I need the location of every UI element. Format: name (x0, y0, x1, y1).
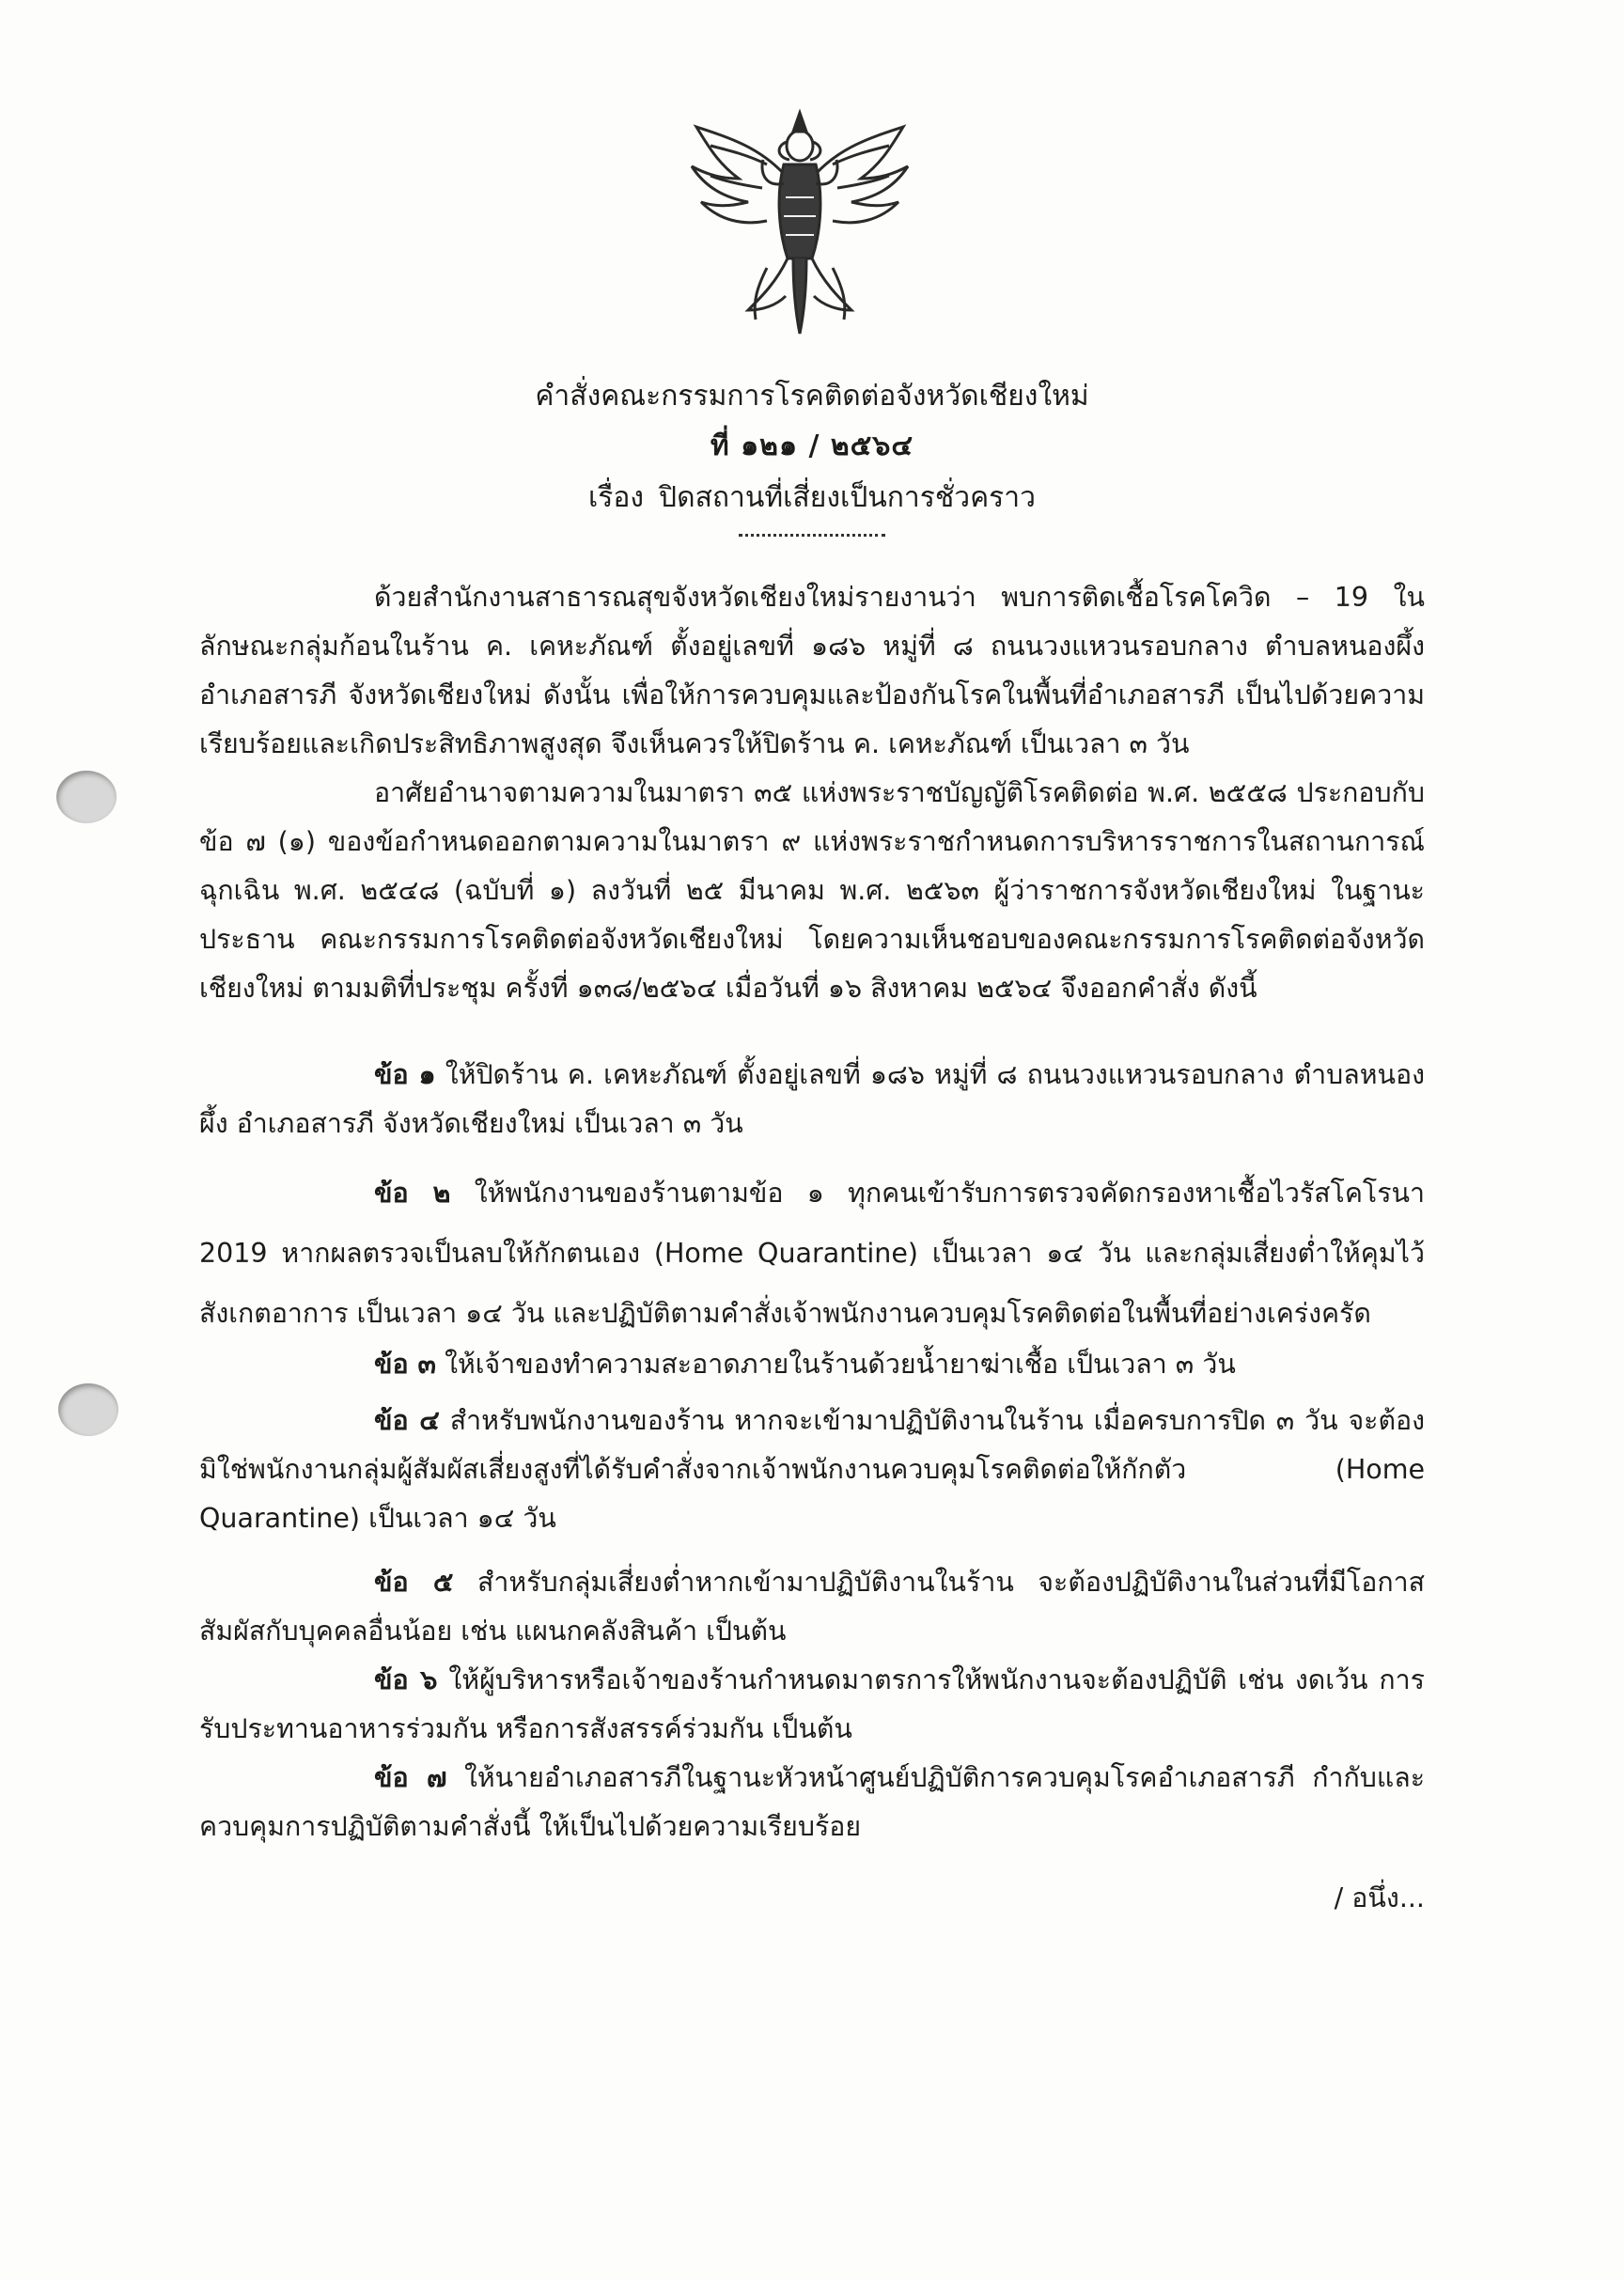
continued-marker: / อนึ่ง... (1334, 1882, 1425, 1913)
clause-label: ข้อ ๔ (374, 1405, 440, 1436)
paragraph-authority (199, 769, 1425, 1013)
order-title: คำสั่งคณะกรรมการโรคติดต่อจังหวัดเชียงใหม่ (535, 380, 1089, 413)
clause-5 (199, 1558, 1425, 1656)
clause-7 (199, 1754, 1425, 1851)
clause-3 (199, 1340, 1425, 1389)
clause-text: ให้ปิดร้าน ค. เคหะภัณฑ์ ตั้งอยู่เลขที่ ๑๘๖ หมู่ที่ ๘ ถนนวงแหวนรอบกลาง ตำบลหนองผึ้ง อำเภอสารภี จังหวัดเชียงใหม่ เป็นเวลา ๓ วัน (199, 1059, 1426, 1139)
clause-label: ข้อ ๒ (374, 1178, 451, 1209)
clause-label: ข้อ ๑ (374, 1059, 436, 1090)
subject-label: เรื่อง (588, 481, 645, 514)
clause-6 (199, 1656, 1425, 1754)
order-subject (0, 479, 1624, 517)
clause-label: ข้อ ๗ (374, 1762, 447, 1793)
punch-hole (56, 771, 117, 823)
punch-hole (58, 1383, 118, 1436)
clause-text: สำหรับกลุ่มเสี่ยงต่ำหากเข้ามาปฏิบัติงานในร้าน จะต้องปฏิบัติงานในส่วนที่มีโอกาส สัมผัสกับบุคคลอื่นน้อย เช่น แผนกคลังสินค้า เป็นต้น (199, 1567, 1426, 1647)
dotted-divider (739, 534, 885, 537)
clause-label: ข้อ ๕ (374, 1567, 454, 1598)
clause-text: ให้นายอำเภอสารภีในฐานะหัวหน้าศูนย์ปฏิบัติการควบคุมโรคอำเภอสารภี กำกับและควบคุมการปฏิบัติตามคำสั่งนี้ ให้เป็นไปด้วยความเรียบร้อย (199, 1762, 1426, 1842)
clause-label: ข้อ ๓ (374, 1349, 437, 1380)
subject-text: ปิดสถานที่เสี่ยงเป็นการชั่วคราว (659, 481, 1036, 514)
clause-1 (199, 1051, 1425, 1148)
clause-2 (199, 1163, 1425, 1344)
clause-text: ให้เจ้าของทำความสะอาดภายในร้านด้วยน้ำยาฆ่าเชื้อ เป็นเวลา ๓ วัน (445, 1349, 1236, 1380)
paragraph-text: ด้วยสำนักงานสาธารณสุขจังหวัดเชียงใหม่รายงานว่า พบการติดเชื้อโรคโควิด – 19 ในลักษณะกลุ่มก้อนในร้าน ค. เคหะภัณฑ์ ตั้งอยู่เลขที่ ๑๘๖ หมู่ที่ ๘ ถนนวงแหวนรอบกลาง ตำบลหนองผึ้ง อำเภอสารภี จังหวัดเชียงใหม่ ดังนั้น เพื่อให้การควบคุมและป้องกันโรคในพื้นที่อำเภอสารภี เป็นไปด้วยความเรียบร้อยและเกิดประสิทธิภาพสูงสุด จึงเห็นควรให้ปิดร้าน ค. เคหะภัณฑ์ เป็นเวลา ๓ วัน (199, 582, 1425, 759)
order-number: ที่ ๑๒๑ / ๒๕๖๔ (710, 429, 914, 462)
clause-4 (199, 1397, 1425, 1543)
garuda-emblem-icon (673, 108, 927, 343)
paragraph-reason (199, 573, 1425, 769)
clause-text: ให้ผู้บริหารหรือเจ้าของร้านกำหนดมาตรการให้พนักงานจะต้องปฏิบัติ เช่น งดเว้น การรับประทานอาหารร่วมกัน หรือการสังสรรค์ร่วมกัน เป็นต้น (199, 1664, 1425, 1744)
clause-label: ข้อ ๖ (374, 1664, 438, 1695)
clause-text: สำหรับพนักงานของร้าน หากจะเข้ามาปฏิบัติงานในร้าน เมื่อครบการปิด ๓ วัน จะต้องมิใช่พนักงานกลุ่มผู้สัมผัสเสี่ยงสูงที่ได้รับคำสั่งจากเจ้าพนักงานควบคุมโรคติดต่อให้กักตัว (Home Quarantine) เป็นเวลา ๑๔ วัน (199, 1405, 1425, 1534)
clause-text: ให้พนักงานของร้านตามข้อ ๑ ทุกคนเข้ารับการตรวจคัดกรองหาเชื้อไวรัสโคโรนา 2019 หากผลตรวจเป็นลบให้กักตนเอง (Home Quarantine) เป็นเวลา ๑๔ วัน และกลุ่มเสี่ยงต่ำให้คุมไว้สังเกตอาการ เป็นเวลา ๑๔ วัน และปฏิบัติตามคำสั่งเจ้าพนักงานควบคุมโรคติดต่อในพื้นที่อย่างเคร่งครัด (199, 1178, 1426, 1329)
paragraph-text: อาศัยอำนาจตามความในมาตรา ๓๕ แห่งพระราชบัญญัติโรคติดต่อ พ.ศ. ๒๕๕๘ ประกอบกับ ข้อ ๗ (๑) ของข้อกำหนดออกตามความในมาตรา ๙ แห่งพระราชกำหนดการบริหารราชการในสถานการณ์ฉุกเฉิน พ.ศ. ๒๕๔๘ (ฉบับที่ ๑) ลงวันที่ ๒๕ มีนาคม พ.ศ. ๒๕๖๓ ผู้ว่าราชการจังหวัดเชียงใหม่ ในฐานะประธาน คณะกรรมการโรคติดต่อจังหวัดเชียงใหม่ โดยความเห็นชอบของคณะกรรมการโรคติดต่อจังหวัดเชียงใหม่ ตามมติที่ประชุม ครั้งที่ ๑๓๘/๒๕๖๔ เมื่อวันที่ ๑๖ สิงหาคม ๒๕๖๔ จึงออกคำสั่ง ดังนี้ (199, 777, 1425, 1004)
